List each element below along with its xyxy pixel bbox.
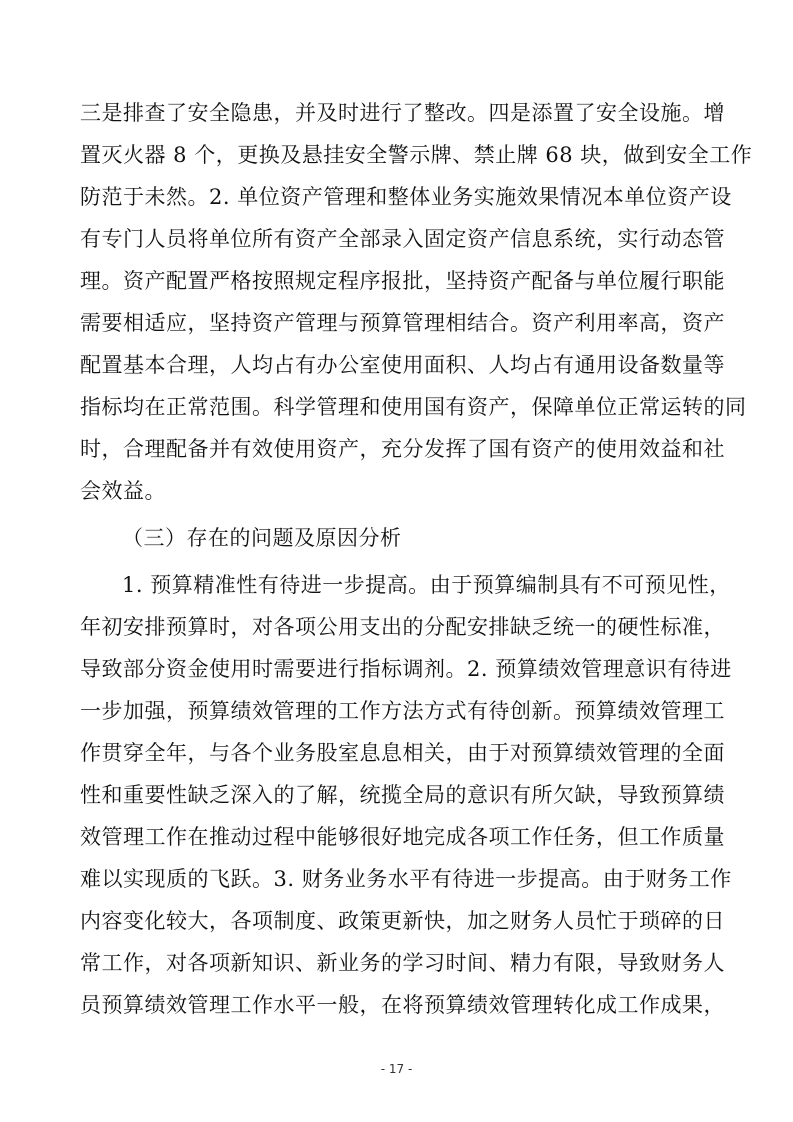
paragraph-line: 年初安排预算时，对各项公用支出的分配安排缺乏统一的硬性标准，: [80, 615, 725, 639]
paragraph-assets-management: [80, 92, 753, 512]
paragraph-line: 效管理工作在推动过程中能够很好地完成各项工作任务，但工作质量: [80, 825, 725, 849]
paragraph-problems-analysis: [80, 564, 732, 1026]
paragraph-line: 时，合理配备并有效使用资产，充分发挥了国有资产的使用效益和社: [80, 437, 725, 461]
paragraph-line: 常工作，对各项新知识、新业务的学习时间、精力有限，导致财务人: [80, 951, 725, 975]
paragraph-line: 配置基本合理，人均占有办公室使用面积、人均占有通用设备数量等: [80, 353, 725, 377]
paragraph-line: 会效益。: [80, 479, 166, 503]
paragraph-line: 导致部分资金使用时需要进行指标调剂。2. 预算绩效管理意识有待进: [80, 657, 732, 681]
paragraph-line: 理。资产配置严格按照规定程序报批，坚持资产配备与单位履行职能: [80, 269, 725, 293]
paragraph-line: 防范于未然。2. 单位资产管理和整体业务实施效果情况本单位资产设: [80, 185, 732, 209]
paragraph-line: 难以实现质的飞跃。3. 财务业务水平有待进一步提高。由于财务工作: [80, 867, 732, 891]
paragraph-line: 需要相适应，坚持资产管理与预算管理相结合。资产利用率高，资产: [80, 311, 725, 335]
paragraph-line: 有专门人员将单位所有资产全部录入固定资产信息系统，实行动态管: [80, 227, 725, 251]
paragraph-line: 内容变化较大，各项制度、政策更新快，加之财务人员忙于琐碎的日: [80, 909, 725, 933]
paragraph-line: 作贯穿全年，与各个业务股室息息相关，由于对预算绩效管理的全面: [80, 741, 725, 765]
paragraph-line: 一步加强，预算绩效管理的工作方法方式有待创新。预算绩效管理工: [80, 699, 725, 723]
paragraph-line: 性和重要性缺乏深入的了解，统揽全局的意识有所欠缺，导致预算绩: [80, 783, 725, 807]
document-page: [80, 92, 753, 1026]
paragraph-line: 1. 预算精准性有待进一步提高。由于预算编制具有不可预见性，: [122, 573, 731, 597]
section-heading: （三）存在的问题及原因分析: [122, 526, 402, 550]
paragraph-line: 置灭火器 8 个，更换及悬挂安全警示牌、禁止牌 68 块，做到安全工作: [80, 143, 753, 167]
paragraph-line: 指标均在正常范围。科学管理和使用国有资产，保障单位正常运转的同: [80, 395, 747, 419]
paragraph-line: 员预算绩效管理工作水平一般，在将预算绩效管理转化成工作成果，: [80, 993, 725, 1017]
page-number: - 17 -: [380, 1062, 413, 1076]
paragraph-line: 三是排查了安全隐患，并及时进行了整改。四是添置了安全设施。增: [80, 101, 725, 125]
